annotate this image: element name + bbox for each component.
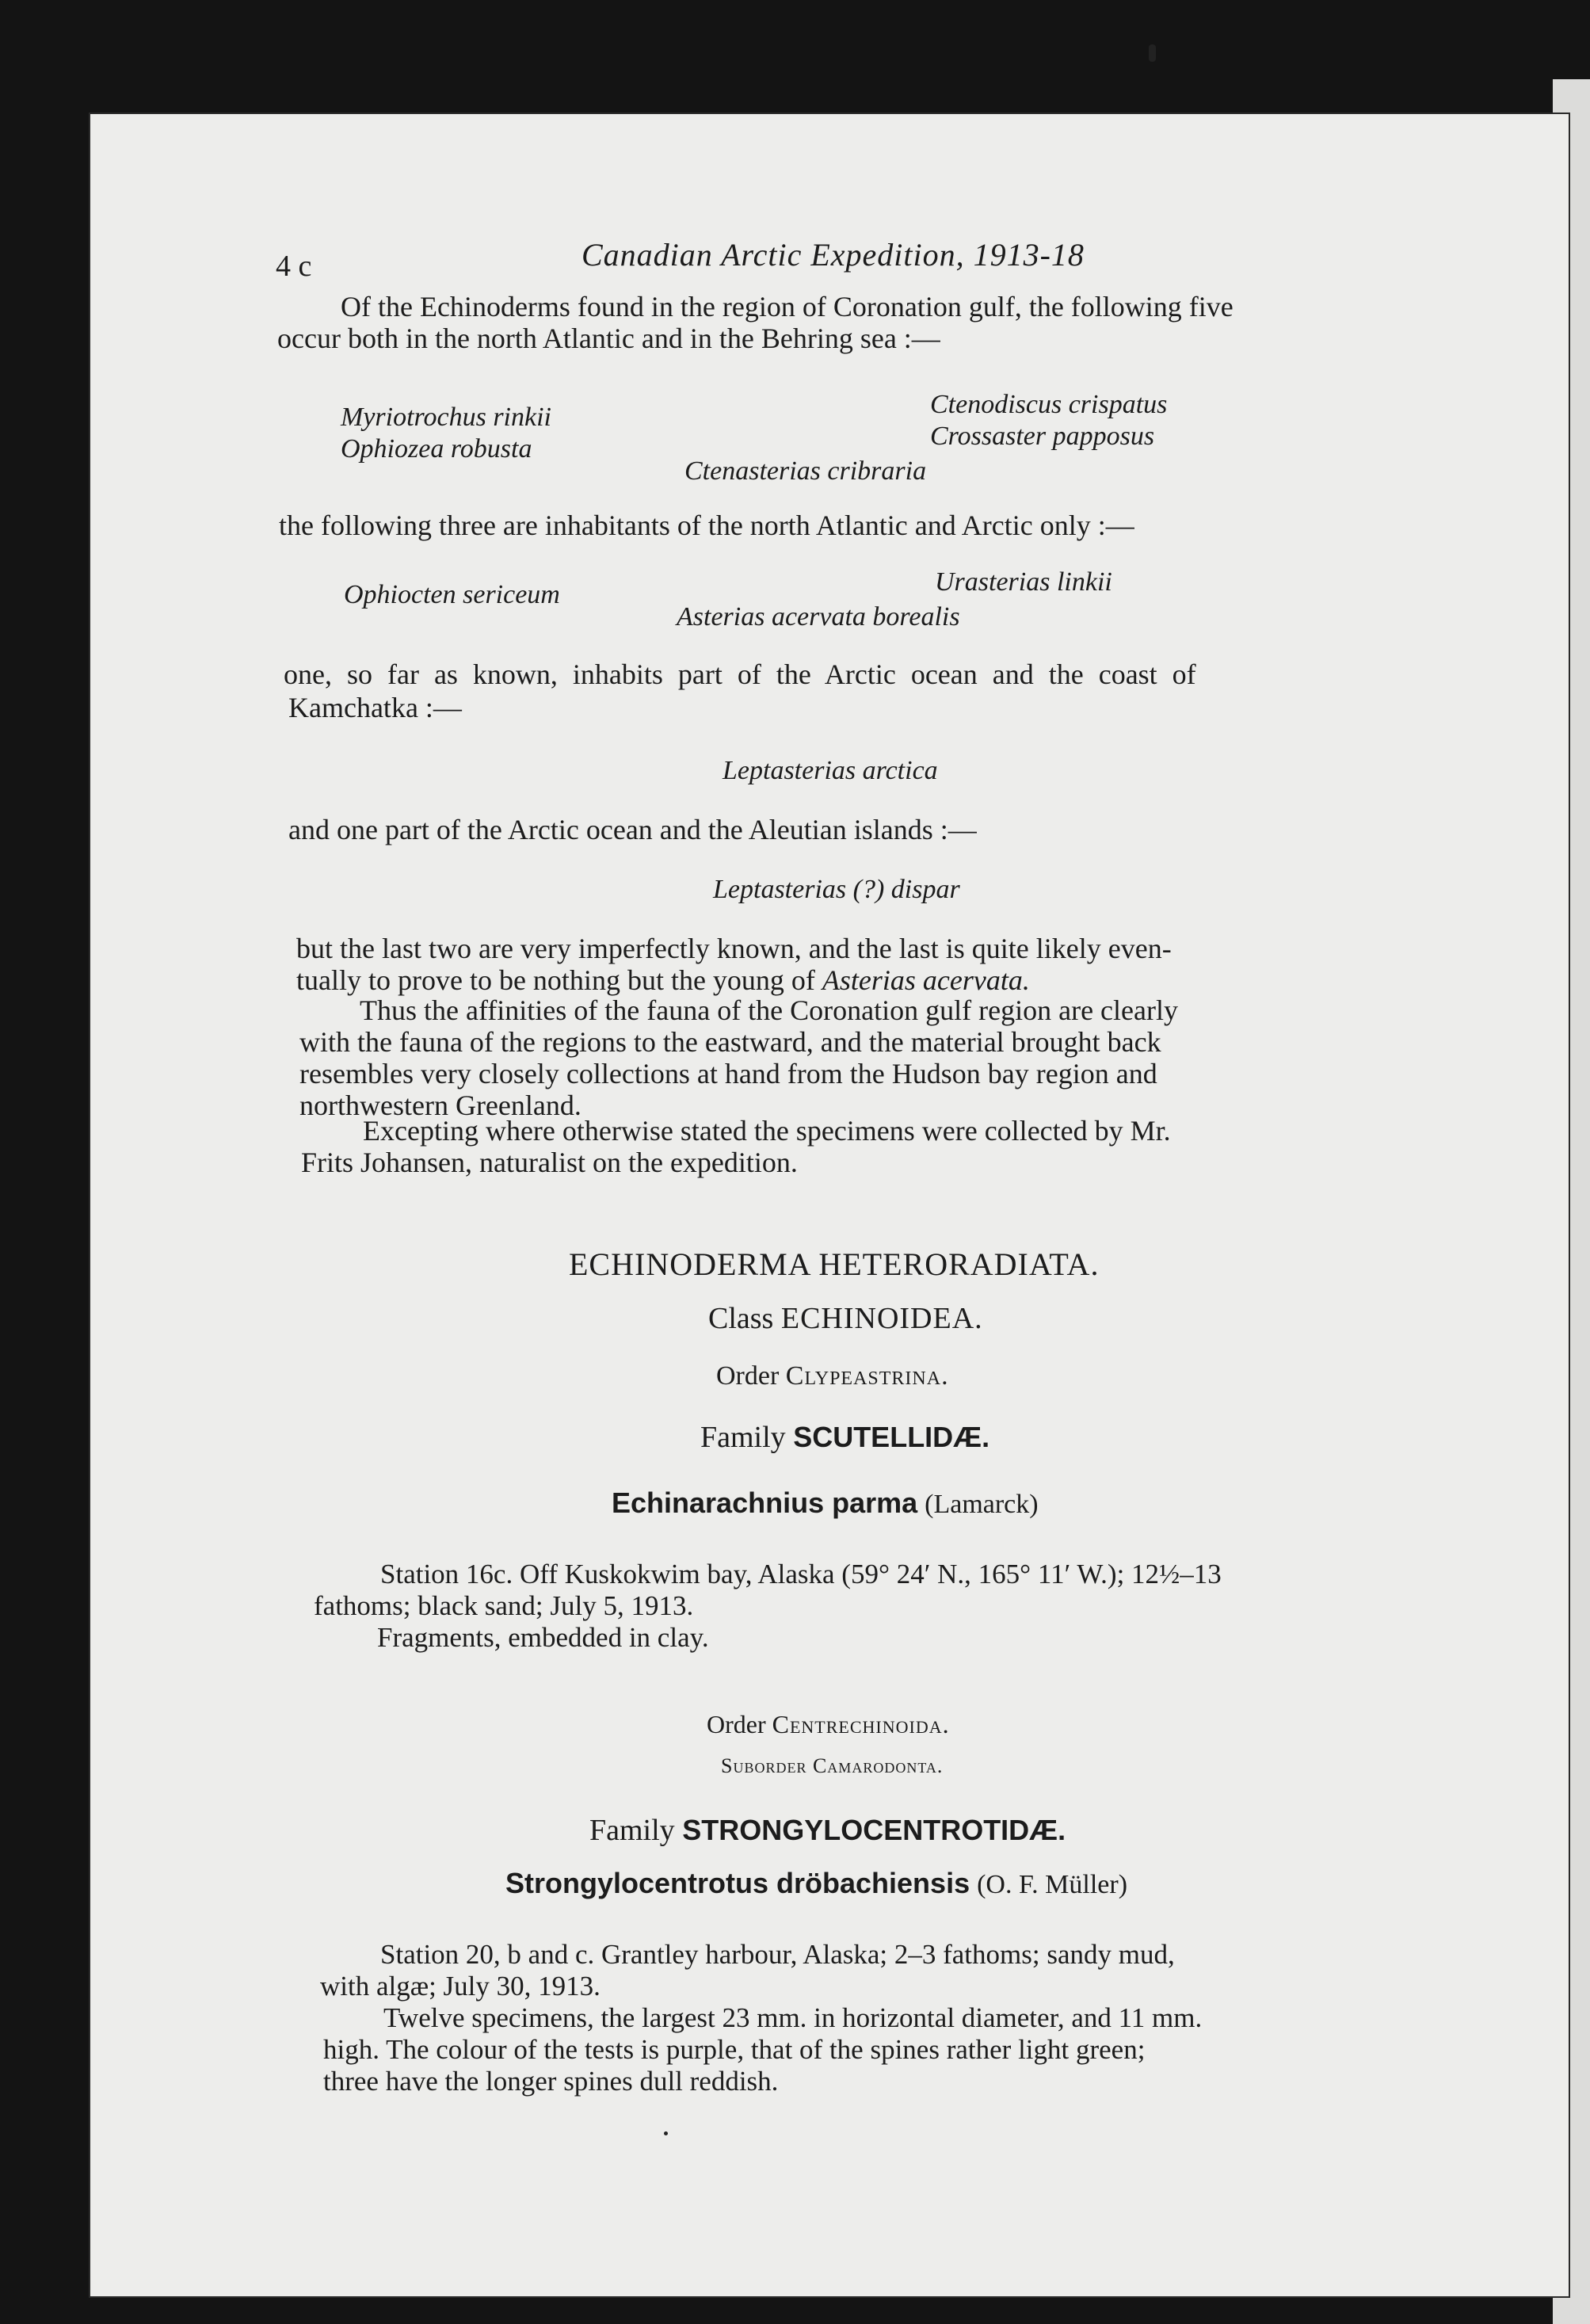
species-1-station-line-2: fathoms; black sand; July 5, 1913.: [314, 1590, 694, 1621]
paragraph-5-line-2-text: tually to prove to be nothing but the young of: [296, 964, 815, 996]
paragraph-3-line-2: Kamchatka :—: [288, 692, 462, 723]
species-1-note: Fragments, embedded in clay.: [377, 1622, 709, 1653]
species-asterias-acervata: Asterias acervata borealis: [677, 602, 960, 632]
order-2-heading: [707, 1710, 950, 1739]
species-leptasterias-arctica: Leptasterias arctica: [723, 756, 938, 785]
species-ctenodiscus: Ctenodiscus crispatus: [930, 390, 1168, 419]
paragraph-5-species: Asterias acervata.: [822, 964, 1030, 996]
family-1-heading: [700, 1420, 989, 1455]
paragraph-7-line-2: Frits Johansen, naturalist on the expedition.: [301, 1147, 798, 1178]
species-2-note-line-1: Twelve specimens, the largest 23 mm. in horizontal diameter, and 11 mm.: [383, 2002, 1203, 2033]
paragraph-1-line-2: occur both in the north Atlantic and in the Behring sea :—: [277, 322, 940, 354]
paragraph-5-line-2: [296, 965, 1030, 995]
paragraph-6-line-4: northwestern Greenland.: [299, 1089, 581, 1121]
species-2-note-line-3: three have the longer spines dull reddish.: [323, 2066, 779, 2097]
paragraph-5-line-1: but the last two are very imperfectly known, and the last is quite likely even-: [296, 933, 1172, 964]
species-myriotrochus: Myriotrochus rinkii: [341, 403, 551, 432]
order-2-label: Order: [707, 1710, 766, 1738]
species-urasterias: Urasterias linkii: [935, 567, 1112, 597]
species-1-author: (Lamarck): [925, 1490, 1039, 1519]
species-2-station-line-2: with algæ; July 30, 1913.: [320, 1971, 601, 2002]
family-1-name: SCUTELLIDÆ.: [793, 1421, 990, 1453]
section-heading: ECHINODERMA HETERORADIATA.: [569, 1246, 1100, 1282]
order-1-name: Clypeastrina.: [785, 1361, 949, 1391]
species-2-heading: [505, 1867, 1127, 1900]
page-number: 4 c: [276, 250, 312, 283]
species-1-name: Echinarachnius parma: [612, 1486, 918, 1519]
order-2-name: Centrechinoida.: [772, 1710, 950, 1738]
paragraph-4: and one part of the Arctic ocean and the Aleutian islands :—: [288, 814, 977, 845]
paragraph-1-line-1: Of the Echinoderms found in the region of Coronation gulf, the following five: [341, 291, 1233, 322]
family-2-label: Family: [589, 1814, 675, 1847]
paragraph-6-line-3: resembles very closely collections at hand from the Hudson bay region and: [299, 1058, 1157, 1089]
species-leptasterias-dispar: Leptasterias (?) dispar: [713, 875, 960, 904]
species-ophiocten: Ophiocten sericeum: [344, 580, 560, 609]
paragraph-3-line-1: one, so far as known, inhabits part of the Arctic ocean and the coast of: [284, 658, 1196, 690]
family-2-name: STRONGYLOCENTROTIDÆ.: [682, 1814, 1066, 1846]
document-page: [89, 113, 1570, 2298]
species-2-note-line-2: high. The colour of the tests is purple, that of the spines rather light green;: [323, 2034, 1146, 2065]
order-1-label: Order: [716, 1361, 780, 1391]
running-title: Canadian Arctic Expedition, 1913-18: [581, 237, 1085, 273]
species-1-station-line-1: Station 16c. Off Kuskokwim bay, Alaska (59° 24′ N., 165° 11′ W.); 12½–13: [380, 1559, 1222, 1589]
family-1-label: Family: [700, 1421, 786, 1454]
ink-dot: [664, 2131, 668, 2135]
paragraph-6-line-2: with the fauna of the regions to the eastward, and the material brought back: [299, 1026, 1161, 1058]
paragraph-7-line-1: Excepting where otherwise stated the specimens were collected by Mr.: [363, 1115, 1171, 1147]
order-1-heading: [716, 1361, 949, 1391]
class-heading: [708, 1301, 983, 1336]
species-2-author: (O. F. Müller): [977, 1870, 1128, 1899]
family-2-heading: [589, 1813, 1066, 1848]
species-1-heading: [612, 1486, 1039, 1520]
species-crossaster: Crossaster papposus: [930, 422, 1155, 451]
suborder-heading: Suborder Camarodonta.: [721, 1754, 944, 1777]
paragraph-2: the following three are inhabitants of the north Atlantic and Arctic only :—: [279, 509, 1134, 541]
class-label: Class: [708, 1302, 774, 1335]
species-2-station-line-1: Station 20, b and c. Grantley harbour, Alaska; 2–3 fathoms; sandy mud,: [380, 1939, 1175, 1970]
species-ctenasterias: Ctenasterias cribraria: [684, 456, 927, 486]
speck-top: [1149, 44, 1156, 62]
paragraph-6-line-1: Thus the affinities of the fauna of the Coronation gulf region are clearly: [360, 994, 1178, 1026]
species-2-name: Strongylocentrotus dröbachiensis: [505, 1867, 970, 1899]
class-name: ECHINOIDEA.: [780, 1302, 983, 1335]
species-ophiozea: Ophiozea robusta: [341, 434, 532, 464]
